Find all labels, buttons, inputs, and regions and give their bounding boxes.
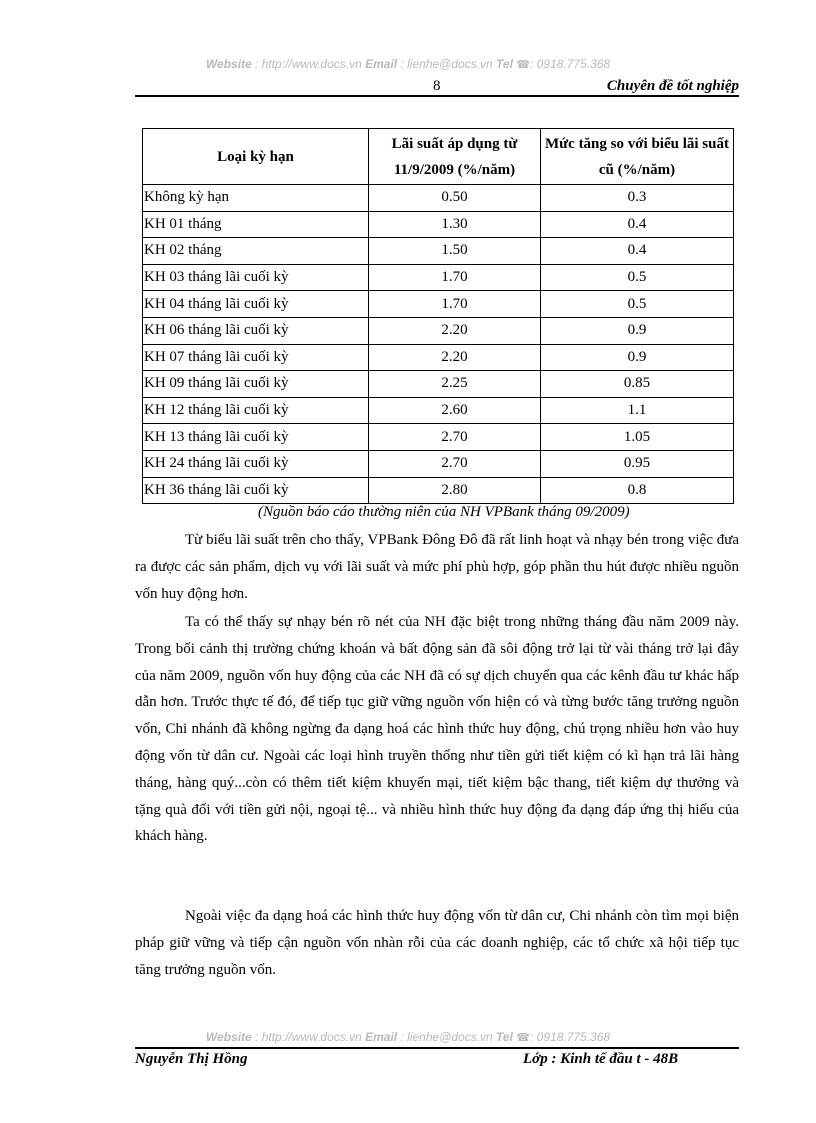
paragraph-2: Ta có thể thấy sự nhạy bén rõ nét của NH đặc biệt trong những tháng đầu năm 2009 này. Trong bối cảnh thị trường chứng khoán và bất động sản đã sôi động trở lại từ vài tháng trở lại đây của năm 2009, nguồn vốn huy động của các NH đã có sự dịch chuyển qua các kênh đầu tư khác hấp dẫn hơn. Trước thực tế đó, để tiếp tục giữ vững nguồn vốn hiện có và từng bước tăng trưởng nguồn vốn, Chi nhánh đã không ngừng đa dạng hoá các hình thức huy động, chú trọng nhiều hơn vào huy động vốn từ dân cư. Ngoài các loại hình truyền thống như tiền gửi tiết kiệm có kì hạn trả lãi hàng tháng, hàng quý...còn có thêm tiết kiệm khuyến mại, tiết kiệm bậc thang, tiết kiệm dự thưởng và tặng quà đối với tiền gửi nội, ngoại tệ... và nhiều hình thức huy động đa dạng đáp ứng thị hiếu của khách hàng. [135,614,739,845]
table-row [143,371,734,398]
applied-rate-cell: 2.20 [369,317,541,344]
applied-rate-cell: 2.20 [369,344,541,371]
tel-value: : 0918.775.368 [530,57,611,71]
rate-increase-cell: 0.9 [541,344,734,371]
page-number: 8 [433,78,441,94]
header-term-type: Loại kỳ hạn [143,129,369,185]
telephone-icon: ☎ [516,59,530,71]
rate-increase-cell: 0.5 [541,264,734,291]
term-cell: KH 12 tháng lãi cuối kỳ [143,397,369,424]
website-value: : http://www.docs.vn [255,1030,362,1044]
table-row [143,291,734,318]
website-value: : http://www.docs.vn [255,57,362,71]
applied-rate-cell: 2.80 [369,477,541,504]
term-cell: Không kỳ hạn [143,185,369,212]
table-row [143,317,734,344]
table-row [143,424,734,451]
table-header-row [143,129,734,185]
term-cell: KH 07 tháng lãi cuối kỳ [143,344,369,371]
rate-increase-cell: 0.9 [541,317,734,344]
rate-increase-cell: 0.8 [541,477,734,504]
rate-increase-cell: 0.4 [541,211,734,238]
applied-rate-cell: 2.70 [369,424,541,451]
rate-increase-cell: 0.4 [541,238,734,265]
header-applied-rate: Lãi suất áp dụng từ 11/9/2009 (%/năm) [369,129,541,185]
telephone-icon: ☎ [516,1032,530,1044]
email-value: : lienhe@docs.vn [400,57,493,71]
term-cell: KH 03 tháng lãi cuối kỳ [143,264,369,291]
term-cell: KH 01 tháng [143,211,369,238]
footer-rule [135,1047,739,1049]
email-label: Email [365,57,398,71]
watermark-bottom [0,1030,816,1044]
paragraph-3: Ngoài việc đa dạng hoá các hình thức huy động vốn từ dân cư, Chi nhánh còn tìm mọi biện pháp giữ vững và tiếp cận nguồn vốn nhàn rỗi của các doanh nghiệp, các tổ chức xã hội tiếp tục tăng trưởng nguồn vốn. [135,908,739,978]
tel-label: Tel [496,57,513,71]
applied-rate-cell: 2.70 [369,450,541,477]
term-cell: KH 36 tháng lãi cuối kỳ [143,477,369,504]
website-label: Website [205,57,252,71]
email-label: Email [365,1030,398,1044]
watermark-top [0,57,816,71]
applied-rate-cell: 1.70 [369,264,541,291]
applied-rate-cell: 1.70 [369,291,541,318]
rate-increase-cell: 0.95 [541,450,734,477]
rate-increase-cell: 0.85 [541,371,734,398]
footer-class: Lớp : Kinh tế đầu t - 48B [523,1051,679,1067]
table-row [143,344,734,371]
applied-rate-cell: 0.50 [369,185,541,212]
page-header [135,78,739,96]
applied-rate-cell: 2.60 [369,397,541,424]
table-row [143,450,734,477]
header-title: Chuyên đề tốt nghiệp [606,78,739,94]
rate-increase-cell: 1.1 [541,397,734,424]
term-cell: KH 09 tháng lãi cuối kỳ [143,371,369,398]
website-label: Website [205,1030,252,1044]
table-row [143,477,734,504]
tel-value: : 0918.775.368 [530,1030,611,1044]
table-body [143,185,734,504]
table-row [143,397,734,424]
applied-rate-cell: 1.50 [369,238,541,265]
rate-increase-cell: 0.3 [541,185,734,212]
source-note: (Nguồn báo cáo thường niên của NH VPBank tháng 09/2009) [258,504,630,520]
tel-label: Tel [496,1030,513,1044]
email-value: : lienhe@docs.vn [400,1030,493,1044]
applied-rate-cell: 1.30 [369,211,541,238]
rate-increase-cell: 0.5 [541,291,734,318]
footer-author: Nguyễn Thị Hồng [135,1051,248,1067]
rate-increase-cell: 1.05 [541,424,734,451]
table-row [143,211,734,238]
table-row [143,264,734,291]
header-rule [135,95,739,97]
term-cell: KH 04 tháng lãi cuối kỳ [143,291,369,318]
table-row [143,238,734,265]
applied-rate-cell: 2.25 [369,371,541,398]
term-cell: KH 24 tháng lãi cuối kỳ [143,450,369,477]
term-cell: KH 06 tháng lãi cuối kỳ [143,317,369,344]
table-row [143,185,734,212]
header-rate-increase: Mức tăng so với biểu lãi suất cũ (%/năm) [541,129,734,185]
term-cell: KH 13 tháng lãi cuối kỳ [143,424,369,451]
term-cell: KH 02 tháng [143,238,369,265]
interest-rate-table [142,128,734,504]
paragraph-1: Từ biểu lãi suất trên cho thấy, VPBank Đông Đô đã rất linh hoạt và nhạy bén trong việc đưa ra được các sản phẩm, dịch vụ với lãi suất và mức phí phù hợp, góp phần thu hút được nhiều nguồn vốn huy động hơn. [135,532,739,602]
